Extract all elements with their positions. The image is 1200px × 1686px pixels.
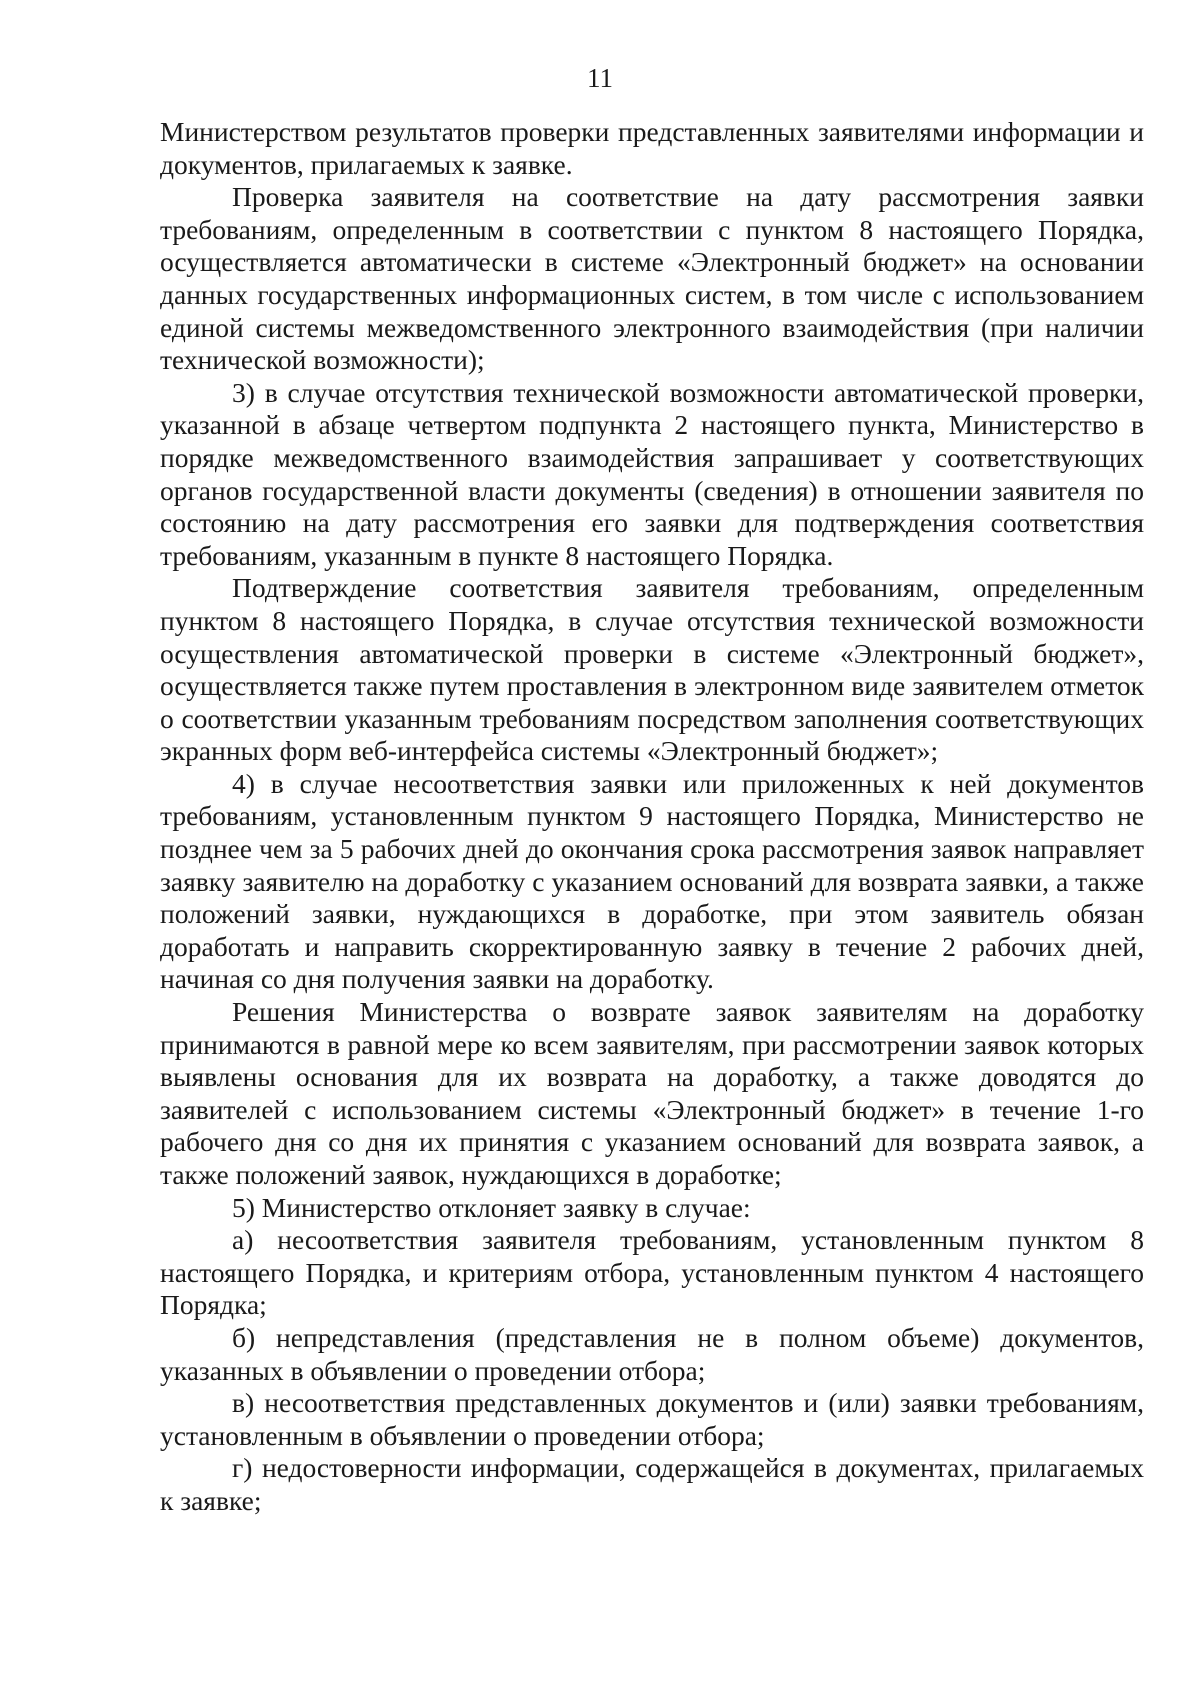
paragraph: Проверка заявителя на соответствие на дату рассмотрения заявки требованиям, определенным в соответствии с пунктом 8 настоящего Порядка, осуществляется автоматически в системе «Электронный бюджет» на основании данных государственных информационных систем, в том числе с использованием единой системы межведомственного электронного взаимодействия (при наличии технической возможности);: [160, 181, 1144, 376]
paragraph: г) недостоверности информации, содержащейся в документах, прилагаемых к заявке;: [160, 1452, 1144, 1516]
paragraph: б) непредставления (представления не в полном объеме) документов, указанных в объявлении о проведении отбора;: [160, 1321, 1144, 1386]
page-number: 11: [587, 63, 613, 93]
paragraph: 3) в случае отсутствия технической возможности автоматической проверки, указанной в абзаце четвертом подпункта 2 настоящего пункта, Министерство в порядке межведомственного взаимодействия запрашивает у соответствующих органов государственной власти документы (сведения) в отношении заявителя по состоянию на дату рассмотрения его заявки для подтверждения соответствия требованиям, указанным в пункте 8 настоящего Порядка.: [160, 376, 1144, 571]
paragraph: 4) в случае несоответствия заявки или приложенных к ней документов требованиям, установленным пунктом 9 настоящего Порядка, Министерство не позднее чем за 5 рабочих дней до окончания срока рассмотрения заявок направляет заявку заявителю на доработку с указанием оснований для возврата заявки, а также положений заявки, нуждающихся в доработке, при этом заявитель обязан доработать и направить скорректированную заявку в течение 2 рабочих дней, начиная со дня получения заявки на доработку.: [160, 767, 1144, 995]
paragraph: Подтверждение соответствия заявителя требованиям, определенным пунктом 8 настоящего Порядка, в случае отсутствия технической возможности осуществления автоматической проверки в системе «Электронный бюджет», осуществляется также путем проставления в электронном виде заявителем отметок о соответствии указанным требованиям посредством заполнения соответствующих экранных форм веб-интерфейса системы «Электронный бюджет»;: [160, 572, 1144, 767]
paragraph: Решения Министерства о возврате заявок заявителям на доработку принимаются в равной мере ко всем заявителям, при рассмотрении заявок которых выявлены основания для их возврата на доработку, а также доводятся до заявителей с использованием системы «Электронный бюджет» в течение 1-го рабочего дня со дня их принятия с указанием оснований для возврата заявок, а также положений заявок, нуждающихся в доработке;: [160, 996, 1144, 1190]
document-body: [160, 116, 1144, 1518]
paragraph: а) несоответствия заявителя требованиям, установленным пунктом 8 настоящего Порядка, и критериям отбора, установленным пунктом 4 настоящего Порядка;: [160, 1224, 1144, 1321]
paragraph: 5) Министерство отклоняет заявку в случае:: [232, 1191, 751, 1223]
paragraph: в) несоответствия представленных документов и (или) заявки требованиям, установленным в объявлении о проведении отбора;: [160, 1387, 1144, 1451]
paragraph: Министерством результатов проверки представленных заявителями информации и документов, прилагаемых к заявке.: [160, 116, 1144, 180]
